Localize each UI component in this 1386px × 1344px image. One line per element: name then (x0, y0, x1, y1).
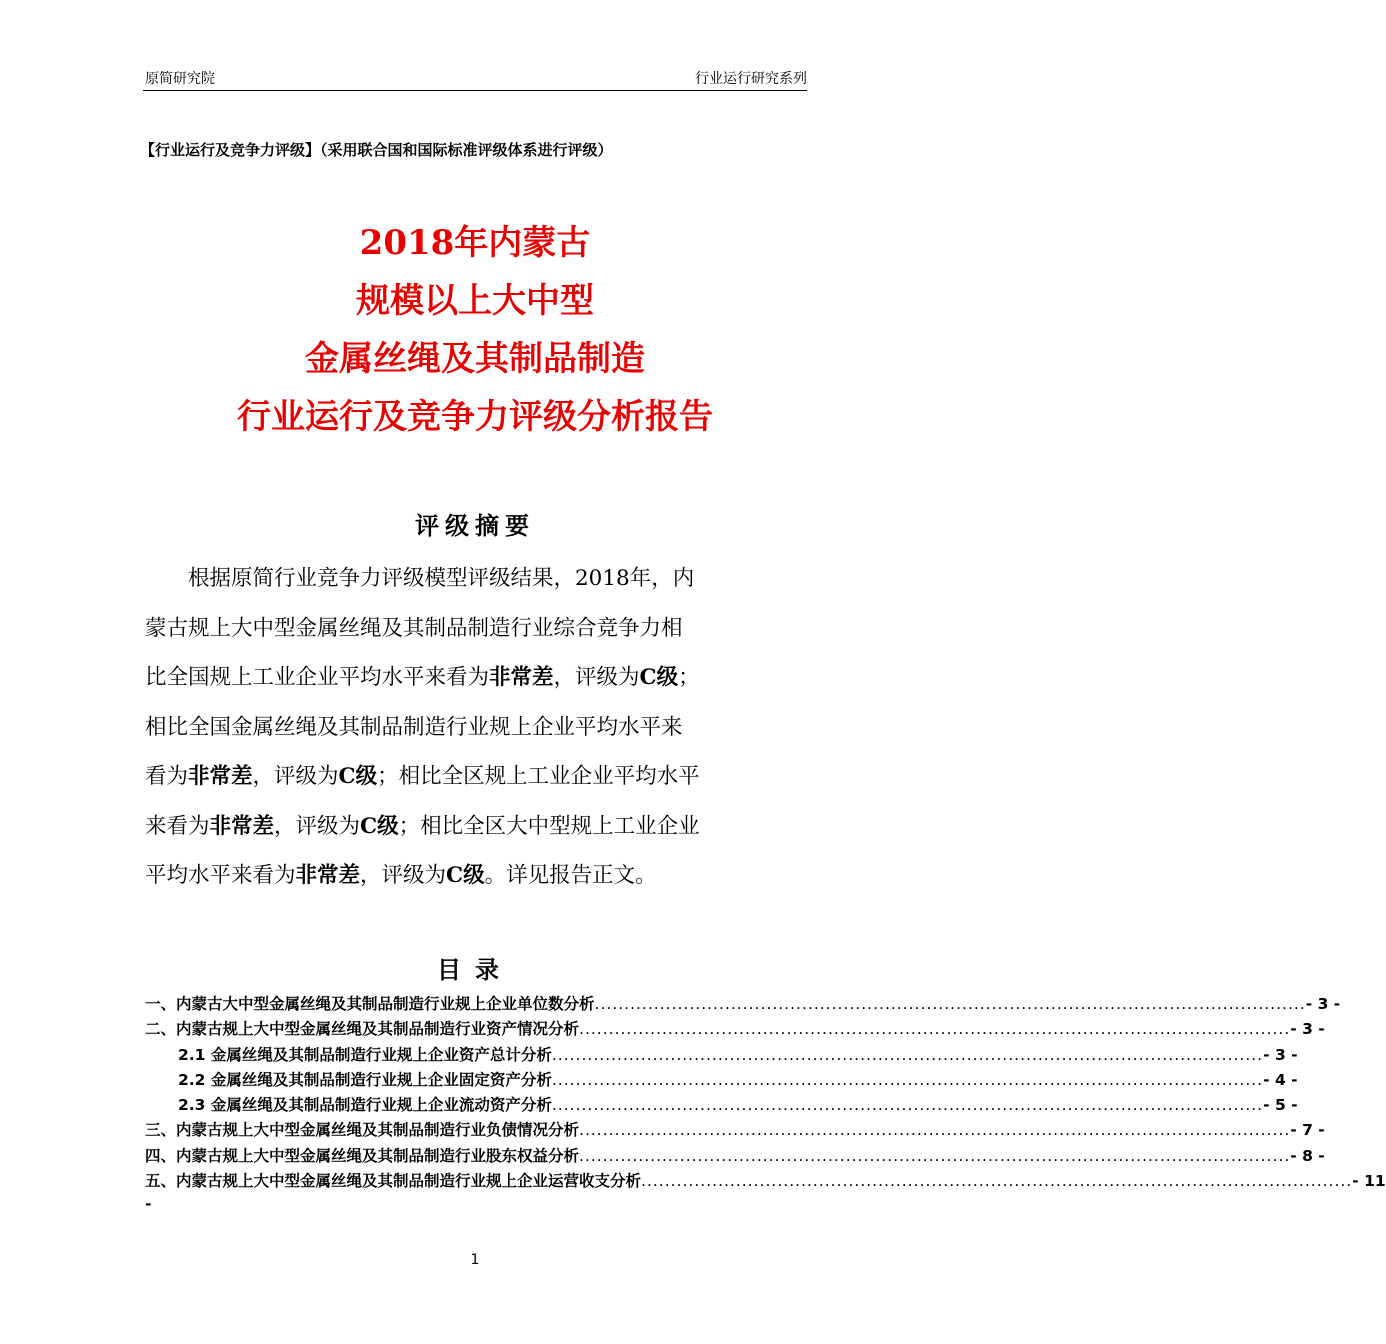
summary-text: ，评级为 (274, 813, 361, 839)
summary-emphasis: 非常差 (188, 764, 253, 789)
toc-leader-dots: ........................................................................................................................ (579, 1121, 1291, 1140)
page-number: 1 (470, 1252, 480, 1268)
summary-emphasis: C级 (360, 813, 399, 839)
summary-text: ，评级为 (553, 665, 640, 690)
summary-line (145, 653, 807, 703)
toc-entry-continuation: - (145, 1195, 152, 1214)
toc-entry-label: 五、内蒙古规上大中型金属丝绳及其制品制造行业规上企业运营收支分析 (145, 1172, 642, 1191)
toc-entry[interactable] (145, 1068, 1298, 1093)
toc-entry-label: 三、内蒙古规上大中型金属丝绳及其制品制造行业负债情况分析 (145, 1121, 580, 1140)
summary-text: ；相比全区大中型规上工业企业 (398, 813, 700, 839)
toc-entry[interactable] (145, 992, 1341, 1017)
title-line: 行业运行及竞争力评级分析报告 (237, 397, 713, 437)
toc-entry[interactable] (145, 1093, 1298, 1118)
toc-entry-page: - 8 - (1290, 1146, 1325, 1165)
title-line: 2018年内蒙古 (359, 223, 591, 263)
toc-heading: 目录 (437, 956, 513, 984)
toc-leader-dots: ........................................................................................................................ (551, 1070, 1264, 1089)
summary-text: 根据原简行业竞争力评级模型评级结果，2018年，内 (188, 566, 695, 591)
toc-entry-page: - 11 (1352, 1172, 1386, 1191)
toc-leader-dots: ........................................................................................................................ (551, 1096, 1264, 1115)
header-rule (143, 90, 807, 91)
toc-entry[interactable] (145, 1017, 1325, 1042)
summary-emphasis: C级 (639, 665, 679, 690)
summary-line (145, 851, 807, 901)
toc-entry[interactable] (145, 1043, 1298, 1068)
title-line: 规模以上大中型 (356, 281, 594, 321)
toc-entry-page: - 3 - (1305, 995, 1341, 1013)
rating-system-line: 【行业运行及竞争力评级】（采用联合国和国际标准评级体系进行评级） (140, 141, 613, 159)
summary-paragraph (145, 554, 807, 901)
summary-emphasis: C级 (338, 764, 378, 789)
summary-text: 来看为 (145, 813, 210, 839)
toc-entry-page: - 4 - (1263, 1070, 1298, 1089)
toc-leader-dots: ........................................................................................................................ (579, 1146, 1291, 1165)
toc-entry-label: 2.1 金属丝绳及其制品制造行业规上企业资产总计分析 (178, 1045, 552, 1064)
toc-leader-dots: ........................................................................................................................ (551, 1045, 1264, 1064)
toc-entry-label: 2.3 金属丝绳及其制品制造行业规上企业流动资产分析 (178, 1096, 552, 1115)
toc-entry-label: 2.2 金属丝绳及其制品制造行业规上企业固定资产分析 (178, 1070, 552, 1089)
summary-text: 相比全国金属丝绳及其制品制造行业规上企业平均水平来 (145, 714, 683, 740)
toc-entry-page: - 7 - (1290, 1121, 1325, 1140)
toc-leader-dots: ........................................................................................................................ (594, 995, 1306, 1013)
summary-text: ；相比全区规上工业企业平均水平 (377, 764, 700, 789)
summary-emphasis: 非常差 (295, 863, 361, 888)
report-title (0, 214, 950, 446)
summary-line (145, 554, 807, 604)
summary-emphasis: C级 (446, 863, 485, 888)
toc-entry-label: 二、内蒙古规上大中型金属丝绳及其制品制造行业资产情况分析 (145, 1020, 580, 1039)
toc-entry[interactable] (145, 1169, 1386, 1194)
toc-entry[interactable] (145, 1144, 1325, 1169)
toc-entry-page: - 5 - (1263, 1096, 1298, 1115)
summary-text: 比全国规上工业企业平均水平来看为 (145, 665, 490, 690)
title-line: 金属丝绳及其制品制造 (305, 339, 645, 379)
summary-text: 看为 (145, 764, 189, 789)
table-of-contents (145, 992, 1386, 1214)
summary-line (145, 752, 807, 802)
summary-text: 蒙古规上大中型金属丝绳及其制品制造行业综合竞争力相 (145, 615, 683, 641)
toc-entry-label: 一、内蒙古大中型金属丝绳及其制品制造行业规上企业单位数分析 (145, 995, 595, 1013)
toc-entry-page: - 3 - (1263, 1045, 1298, 1064)
summary-heading: 评级摘要 (415, 512, 535, 540)
summary-text: 平均水平来看为 (145, 863, 296, 888)
summary-line (145, 703, 807, 753)
toc-entry-page: - 3 - (1290, 1020, 1325, 1039)
toc-entry-label: 四、内蒙古规上大中型金属丝绳及其制品制造行业股东权益分析 (145, 1146, 580, 1165)
toc-leader-dots: ........................................................................................................................ (579, 1020, 1291, 1039)
summary-emphasis: 非常差 (209, 813, 275, 839)
summary-line (145, 802, 807, 852)
toc-leader-dots: ........................................................................................................................ (641, 1172, 1353, 1191)
header-series: 行业运行研究系列 (695, 71, 807, 87)
toc-entry[interactable] (145, 1118, 1325, 1143)
header-organization: 原简研究院 (145, 71, 215, 87)
summary-text: ，评级为 (252, 764, 339, 789)
summary-text: 。详见报告正文。 (484, 863, 657, 888)
summary-line (145, 604, 807, 654)
summary-text: ； (678, 665, 700, 690)
summary-emphasis: 非常差 (489, 665, 554, 690)
summary-text: ，评级为 (360, 863, 447, 888)
